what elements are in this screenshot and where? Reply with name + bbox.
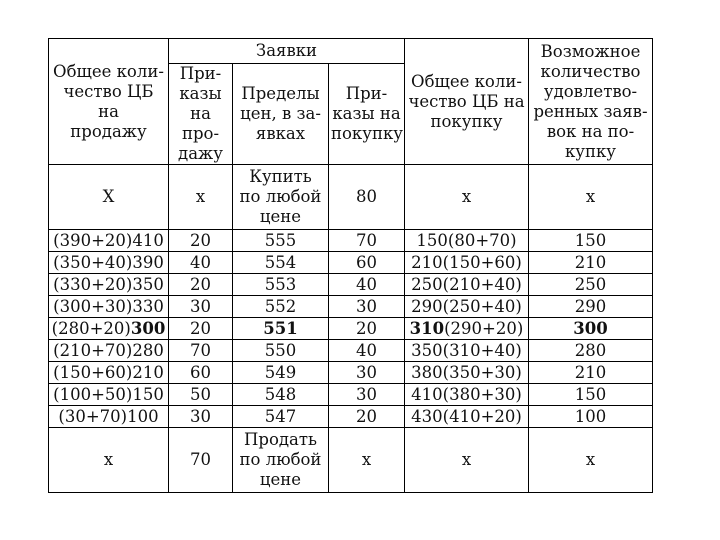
buy-total-calc: (210+40) (442, 275, 522, 294)
buy-total-value: 250 (411, 275, 443, 294)
possible-value: 280 (574, 341, 607, 360)
buy-total-header: Общее коли- чество ЦБ на покупку (405, 39, 529, 165)
sell-orders-value: 30 (190, 297, 211, 316)
price-value: 549 (264, 363, 297, 382)
table-cell: x (405, 165, 529, 230)
price-value: 548 (264, 385, 297, 404)
buy-total-value: 380 (411, 363, 443, 382)
buy-orders-value: 40 (356, 275, 377, 294)
sell-any-price-row (49, 428, 653, 493)
price-value: 550 (264, 341, 297, 360)
buy-orders-cell (329, 274, 405, 296)
possible-cell (529, 340, 653, 362)
table-cell: x (169, 165, 233, 230)
price-value: 547 (264, 407, 297, 426)
sell-total-cell (49, 252, 169, 274)
buy-orders-value: 70 (356, 231, 377, 250)
buy-total-calc: (80+70) (447, 231, 517, 250)
sell-total-calc: (210+70) (53, 341, 133, 360)
sell-total-value: 100 (127, 407, 159, 426)
price-value: 553 (264, 275, 297, 294)
buy-total-cell (405, 230, 529, 252)
possible-cell (529, 318, 653, 340)
sell-total-cell (49, 296, 169, 318)
possible-cell (529, 362, 653, 384)
buy-orders-value: 20 (356, 319, 377, 338)
sell-orders-cell (169, 230, 233, 252)
buy-total-calc: (250+40) (442, 297, 522, 316)
table-row (49, 384, 653, 406)
sell-orders-cell (169, 252, 233, 274)
header-row-1 (49, 39, 653, 64)
sell-orders-value: 40 (190, 253, 211, 272)
buy-total-value: 350 (411, 341, 443, 360)
sell-total-cell (49, 230, 169, 252)
possible-cell (529, 230, 653, 252)
possible-cell (529, 296, 653, 318)
sell-total-calc: (280+20) (51, 319, 131, 338)
buy-orders-value: 20 (356, 407, 377, 426)
sell-orders-value: 30 (190, 407, 211, 426)
buy-orders-cell (329, 318, 405, 340)
buy-total-cell (405, 384, 529, 406)
sell-orders-cell (169, 362, 233, 384)
buy-total-calc: (150+60) (442, 253, 522, 272)
buy-orders-cell (329, 384, 405, 406)
sell-total-value: 210 (132, 363, 164, 382)
sell-total-calc: (150+60) (53, 363, 133, 382)
sell-total-cell (49, 384, 169, 406)
table-cell: Купить по любой цене (233, 165, 329, 230)
sell-orders-value: 20 (190, 275, 211, 294)
price-cell (233, 296, 329, 318)
buy-total-calc: (350+30) (442, 363, 522, 382)
buy-total-calc: (410+20) (442, 407, 522, 426)
sell-orders-header: При- казы на про- дажу (169, 64, 233, 165)
order-book-table (48, 38, 653, 493)
table-row (49, 340, 653, 362)
table-body (49, 165, 653, 493)
possible-value: 290 (574, 297, 607, 316)
table-row (49, 318, 653, 340)
buy-orders-cell (329, 406, 405, 428)
sell-total-calc: (350+40) (53, 253, 133, 272)
buy-orders-cell (329, 340, 405, 362)
sell-total-cell (49, 340, 169, 362)
sell-orders-cell (169, 296, 233, 318)
possible-value: 210 (574, 363, 607, 382)
buy-total-cell (405, 274, 529, 296)
price-cell (233, 318, 329, 340)
table-cell: 80 (329, 165, 405, 230)
sell-total-value: 410 (132, 231, 164, 250)
buy-orders-value: 30 (356, 297, 377, 316)
sell-orders-value: 20 (190, 319, 211, 338)
price-limits-header: Пределы цен, в за- явках (233, 64, 329, 165)
buy-orders-value: 30 (356, 385, 377, 404)
possible-cell (529, 274, 653, 296)
sell-total-calc: (100+50) (53, 385, 133, 404)
sell-total-cell (49, 318, 169, 340)
possible-qty-header: Возможное количество удовлетво- ренных заяв- вок на по- купку (529, 39, 653, 165)
possible-value: 150 (574, 231, 607, 250)
table-row (49, 362, 653, 384)
table-row (49, 296, 653, 318)
sell-total-value: 330 (132, 297, 164, 316)
sell-total-header: Общее коли- чество ЦБ на продажу (49, 39, 169, 165)
sell-orders-value: 50 (190, 385, 211, 404)
buy-total-value: 310 (409, 319, 445, 338)
price-cell (233, 384, 329, 406)
buy-total-value: 430 (411, 407, 443, 426)
sell-orders-cell (169, 274, 233, 296)
buy-total-cell (405, 406, 529, 428)
table-row (49, 252, 653, 274)
buy-orders-header: При- казы на покупку (329, 64, 405, 165)
possible-cell (529, 252, 653, 274)
table-cell: x (529, 428, 653, 493)
table-cell: x (329, 428, 405, 493)
buy-orders-cell (329, 252, 405, 274)
buy-total-cell (405, 318, 529, 340)
buy-total-value: 210 (411, 253, 443, 272)
buy-orders-value: 30 (356, 363, 377, 382)
sell-orders-cell (169, 318, 233, 340)
buy-total-cell (405, 340, 529, 362)
sell-total-value: 350 (132, 275, 164, 294)
table-row (49, 406, 653, 428)
buy-total-value: 410 (411, 385, 443, 404)
sell-total-cell (49, 362, 169, 384)
table-cell: X (49, 165, 169, 230)
buy-orders-cell (329, 362, 405, 384)
price-cell (233, 362, 329, 384)
price-value: 551 (263, 319, 298, 338)
sell-total-value: 280 (132, 341, 164, 360)
buy-total-calc: (380+30) (442, 385, 522, 404)
price-cell (233, 274, 329, 296)
sell-total-calc: (390+20) (53, 231, 133, 250)
possible-cell (529, 384, 653, 406)
sell-orders-value: 60 (190, 363, 211, 382)
sell-total-value: 300 (130, 319, 166, 338)
price-cell (233, 230, 329, 252)
sell-total-cell (49, 274, 169, 296)
possible-value: 100 (574, 407, 607, 426)
table-cell: x (405, 428, 529, 493)
possible-value: 150 (574, 385, 607, 404)
table-cell: 70 (169, 428, 233, 493)
buy-total-value: 290 (411, 297, 443, 316)
buy-total-value: 150 (416, 231, 448, 250)
price-value: 554 (264, 253, 297, 272)
buy-total-calc: (290+20) (444, 319, 524, 338)
price-value: 555 (264, 231, 297, 250)
price-value: 552 (264, 297, 297, 316)
sell-orders-value: 70 (190, 341, 211, 360)
price-cell (233, 406, 329, 428)
sell-total-cell (49, 406, 169, 428)
sell-total-calc: (300+30) (53, 297, 133, 316)
table-row (49, 230, 653, 252)
sell-orders-cell (169, 384, 233, 406)
sell-orders-cell (169, 340, 233, 362)
orders-group-header: Заявки (169, 39, 405, 64)
possible-value: 250 (574, 275, 607, 294)
buy-orders-value: 60 (356, 253, 377, 272)
sell-orders-cell (169, 406, 233, 428)
table-cell: Продать по любой цене (233, 428, 329, 493)
buy-orders-cell (329, 230, 405, 252)
possible-cell (529, 406, 653, 428)
buy-total-cell (405, 252, 529, 274)
table-row (49, 274, 653, 296)
sell-total-value: 150 (132, 385, 164, 404)
price-cell (233, 252, 329, 274)
sell-total-calc: (330+20) (53, 275, 133, 294)
buy-total-calc: (310+40) (442, 341, 522, 360)
possible-value: 210 (574, 253, 607, 272)
buy-total-cell (405, 296, 529, 318)
buy-total-cell (405, 362, 529, 384)
sell-total-calc: (30+70) (58, 407, 128, 426)
table-cell: x (529, 165, 653, 230)
sell-total-value: 390 (132, 253, 164, 272)
price-cell (233, 340, 329, 362)
sell-orders-value: 20 (190, 231, 211, 250)
possible-value: 300 (573, 319, 608, 338)
buy-any-price-row (49, 165, 653, 230)
buy-orders-value: 40 (356, 341, 377, 360)
table-cell: x (49, 428, 169, 493)
buy-orders-cell (329, 296, 405, 318)
